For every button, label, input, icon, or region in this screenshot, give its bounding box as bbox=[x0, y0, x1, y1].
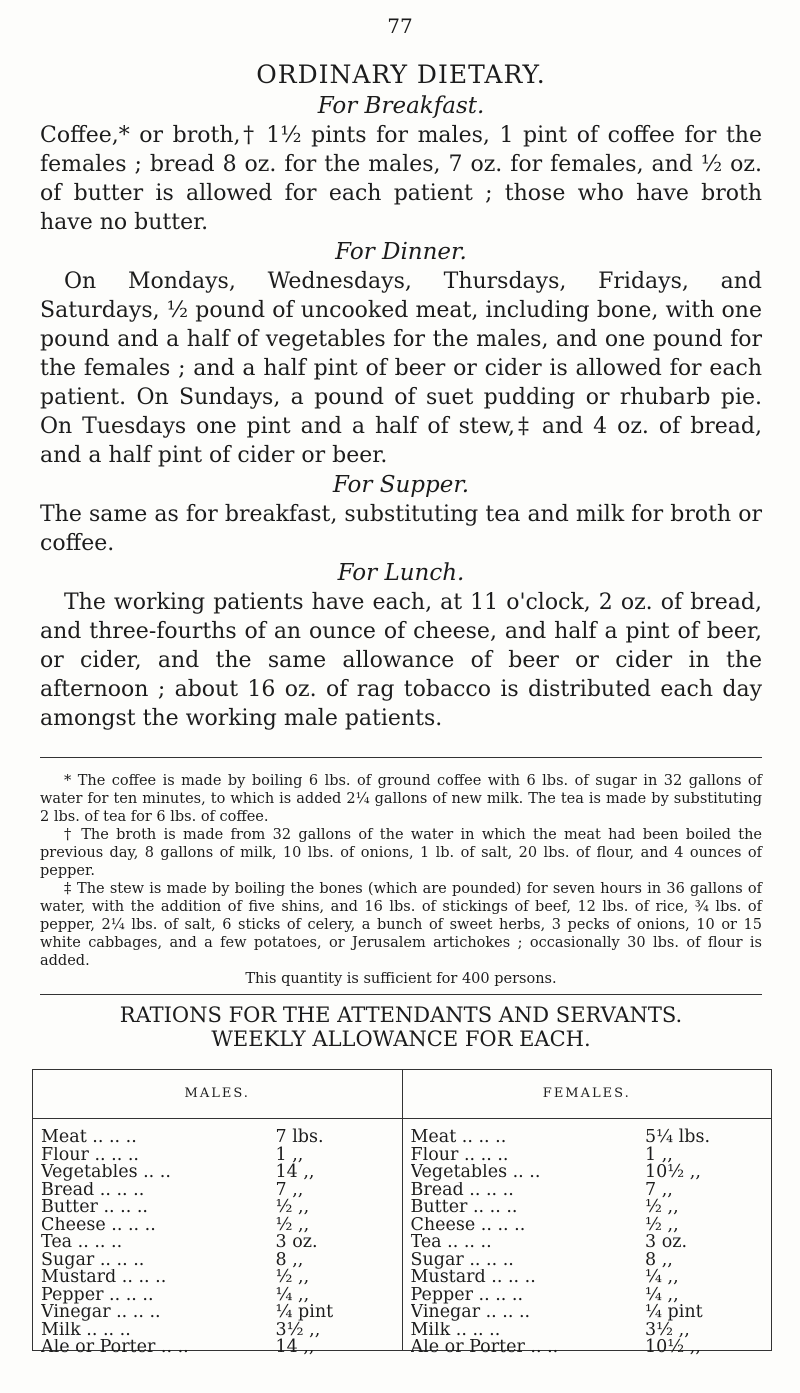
table-row bbox=[33, 1269, 402, 1287]
table-row bbox=[403, 1179, 772, 1200]
table-row bbox=[403, 1144, 772, 1165]
rations-divider bbox=[40, 994, 762, 995]
table-row bbox=[33, 1284, 402, 1305]
females-column bbox=[402, 1070, 772, 1357]
item-quantity: ¼ ,, bbox=[645, 1267, 679, 1287]
item-name: Milk .. .. .. bbox=[410, 1321, 501, 1339]
table-row bbox=[33, 1319, 402, 1340]
breakfast-heading: For Breakfast. bbox=[317, 93, 485, 119]
item-quantity: 3½ ,, bbox=[645, 1319, 690, 1340]
supper-text: The same as for breakfast, substituting tea and milk for broth or coffee. bbox=[40, 502, 762, 556]
table-row bbox=[403, 1214, 772, 1235]
table-row bbox=[403, 1284, 772, 1305]
item-quantity: 7 ,, bbox=[645, 1179, 673, 1200]
dinner-heading: For Dinner. bbox=[335, 239, 467, 265]
item-quantity: ¼ ,, bbox=[275, 1284, 310, 1305]
item-name: Butter .. .. .. bbox=[410, 1199, 518, 1217]
table-row bbox=[403, 1249, 772, 1270]
main-content bbox=[40, 60, 762, 1357]
males-rows bbox=[33, 1119, 402, 1357]
item-name: Pepper .. .. .. bbox=[410, 1286, 524, 1304]
breakfast-text: Coffee,* or broth,† 1½ pints for males, 1 pint of coffee for the females ; bread 8 oz. for the males, 7 oz. for females, and ½ oz. of butter is allowed for each patient ; those who have broth have no butter. bbox=[40, 123, 762, 235]
item-quantity: ¼ pint bbox=[275, 1302, 334, 1322]
item-quantity: 3 oz. bbox=[275, 1232, 318, 1252]
supper-section bbox=[40, 472, 762, 558]
footnote-summary: This quantity is sufficient for 400 persons. bbox=[245, 971, 557, 987]
males-header: MALES. bbox=[33, 1070, 402, 1119]
footnotes bbox=[40, 772, 762, 988]
males-column bbox=[33, 1070, 402, 1357]
females-header: FEMALES. bbox=[403, 1070, 772, 1119]
page-number: 77 bbox=[387, 14, 413, 38]
item-quantity: 7 lbs. bbox=[275, 1127, 324, 1147]
table-row bbox=[33, 1214, 402, 1235]
item-quantity: ¼ ,, bbox=[645, 1284, 679, 1305]
item-quantity: 1 ,, bbox=[645, 1144, 673, 1165]
item-name: Meat .. .. .. bbox=[41, 1129, 137, 1147]
item-quantity: 8 ,, bbox=[275, 1249, 304, 1270]
item-quantity: ½ ,, bbox=[645, 1214, 679, 1235]
rations-table bbox=[32, 1069, 772, 1357]
table-row bbox=[33, 1249, 402, 1270]
dinner-section bbox=[40, 239, 762, 470]
item-quantity: ¼ pint bbox=[645, 1302, 703, 1322]
item-name: Vinegar .. .. .. bbox=[410, 1304, 531, 1322]
table-row bbox=[403, 1164, 772, 1182]
lunch-heading: For Lunch. bbox=[337, 560, 465, 586]
table-row bbox=[403, 1129, 772, 1147]
table-row bbox=[33, 1304, 402, 1322]
females-rows bbox=[403, 1119, 772, 1357]
dinner-text: On Mondays, Wednesdays, Thursdays, Fridays, and Saturdays, ½ pound of uncooked meat, including bone, with one pound and a half of vegetables for the males, and one pound for the females ; and a half pint of beer or cider is allowed for each patient. On Sundays, a pound of suet pudding or rhubarb pie. On Tuesdays one pint and a half of stew,‡ and 4 oz. of bread, and a half pint of cider or beer. bbox=[40, 269, 762, 468]
table-row bbox=[403, 1319, 772, 1340]
item-name: Sugar .. .. .. bbox=[410, 1251, 514, 1269]
item-name: Ale or Porter .. .. bbox=[41, 1339, 189, 1357]
table-row bbox=[33, 1339, 402, 1357]
table-row bbox=[403, 1199, 772, 1217]
item-name: Mustard .. .. .. bbox=[410, 1269, 536, 1287]
table-row bbox=[403, 1269, 772, 1287]
table-row bbox=[33, 1144, 402, 1165]
dietary-title: ORDINARY DIETARY. bbox=[256, 60, 546, 89]
table-row bbox=[403, 1234, 772, 1252]
footnote-stew: ‡ The stew is made by boiling the bones (which are pounded) for seven hours in 36 gallons of water, with the addition of five shins, and 16 lbs. of stickings of beef, 12 lbs. of rice, ¾ lbs. of pepper, 2¼ lbs. of salt, 6 sticks of celery, a bunch of sweet herbs, 3 pecks of onions, 10 or 15 white cabbages, and a few potatoes, or Jerusalem artichokes ; occasionally 30 lbs. of flour is added. bbox=[40, 881, 762, 969]
item-quantity: 1 ,, bbox=[275, 1144, 304, 1165]
item-quantity: 14 ,, bbox=[275, 1337, 315, 1357]
item-name: Bread .. .. .. bbox=[410, 1181, 514, 1199]
item-name: Butter .. .. .. bbox=[41, 1199, 148, 1217]
item-quantity: 7 ,, bbox=[275, 1179, 304, 1200]
item-quantity: 10½ ,, bbox=[645, 1162, 701, 1182]
item-name: Milk .. .. .. bbox=[41, 1321, 131, 1339]
table-row bbox=[403, 1304, 772, 1322]
item-name: Vegetables .. .. bbox=[410, 1164, 541, 1182]
item-quantity: 14 ,, bbox=[275, 1162, 315, 1182]
item-quantity: ½ ,, bbox=[275, 1267, 310, 1287]
item-name: Tea .. .. .. bbox=[410, 1234, 492, 1252]
breakfast-section bbox=[40, 93, 762, 237]
item-quantity: 3½ ,, bbox=[275, 1319, 321, 1340]
table-row bbox=[403, 1339, 772, 1357]
table-row bbox=[33, 1129, 402, 1147]
rations-title bbox=[40, 1003, 762, 1051]
item-name: Sugar .. .. .. bbox=[41, 1251, 145, 1269]
table-row bbox=[33, 1234, 402, 1252]
table-row bbox=[33, 1179, 402, 1200]
item-name: Vinegar .. .. .. bbox=[41, 1304, 161, 1322]
item-name: Cheese .. .. .. bbox=[41, 1216, 156, 1234]
item-quantity: 3 oz. bbox=[645, 1232, 688, 1252]
lunch-section bbox=[40, 560, 762, 733]
item-name: Meat .. .. .. bbox=[410, 1129, 507, 1147]
item-name: Flour .. .. .. bbox=[410, 1146, 509, 1164]
lunch-text: The working patients have each, at 11 o'clock, 2 oz. of bread, and three-fourths of an ounce of cheese, and half a pint of beer, or cider, and the same allowance of beer or cider in the afternoon ; about 16 oz. of rag tobacco is distributed each day amongst the working male patients. bbox=[40, 590, 762, 731]
item-quantity: ½ ,, bbox=[275, 1197, 310, 1217]
item-quantity: ½ ,, bbox=[275, 1214, 310, 1235]
footnote-coffee: * The coffee is made by boiling 6 lbs. of ground coffee with 6 lbs. of sugar in 32 gallons of water for ten minutes, to which is added 2¼ gallons of new milk. The tea is made by substituting 2 lbs. of tea for 6 lbs. of coffee. bbox=[40, 773, 762, 825]
footnote-broth: † The broth is made from 32 gallons of the water in which the meat had been boiled the previous day, 8 gallons of milk, 10 lbs. of onions, 1 lb. of salt, 20 lbs. of flour, and 4 ounces of pepper. bbox=[40, 827, 762, 879]
item-quantity: 8 ,, bbox=[645, 1249, 673, 1270]
item-quantity: 10½ ,, bbox=[645, 1337, 701, 1357]
item-name: Ale or Porter .. .. bbox=[410, 1339, 559, 1357]
item-name: Bread .. .. .. bbox=[41, 1181, 145, 1199]
item-name: Cheese .. .. .. bbox=[410, 1216, 526, 1234]
supper-heading: For Supper. bbox=[332, 472, 470, 498]
footnote-divider bbox=[40, 757, 762, 758]
item-name: Pepper .. .. .. bbox=[41, 1286, 154, 1304]
item-quantity: 5¼ lbs. bbox=[645, 1127, 711, 1147]
table-row bbox=[33, 1164, 402, 1182]
item-name: Tea .. .. .. bbox=[41, 1234, 123, 1252]
item-quantity: ½ ,, bbox=[645, 1197, 679, 1217]
item-name: Vegetables .. .. bbox=[41, 1164, 171, 1182]
item-name: Mustard .. .. .. bbox=[41, 1269, 167, 1287]
item-name: Flour .. .. .. bbox=[41, 1146, 139, 1164]
rations-title-line1: RATIONS FOR THE ATTENDANTS AND SERVANTS. bbox=[119, 1003, 683, 1027]
table-row bbox=[33, 1199, 402, 1217]
rations-title-line2: WEEKLY ALLOWANCE FOR EACH. bbox=[211, 1027, 591, 1051]
